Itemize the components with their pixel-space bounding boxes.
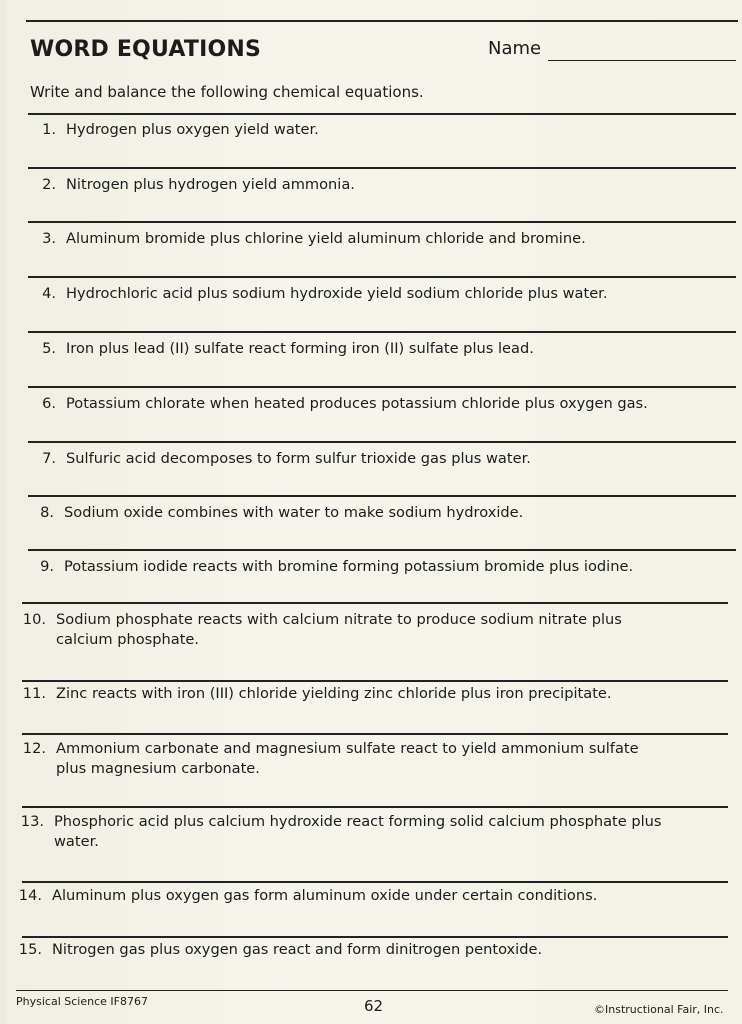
question-text: Aluminum bromide plus chlorine yield aluminum chloride and bromine. [66,230,586,247]
answer-line[interactable] [28,276,736,278]
footer-copyright: ©Instructional Fair, Inc. [594,1003,724,1016]
answer-line[interactable] [22,936,728,938]
answer-line[interactable] [28,549,736,551]
answer-line[interactable] [22,602,728,604]
question-number: 4. [42,285,56,302]
name-blank-line[interactable] [548,60,736,61]
question-text: plus magnesium carbonate. [56,760,260,777]
answer-line[interactable] [28,167,736,169]
answer-line[interactable] [28,386,736,388]
answer-line[interactable] [28,495,736,497]
question-number: 7. [42,450,56,467]
question-text: Phosphoric acid plus calcium hydroxide react forming solid calcium phosphate plus [54,813,662,830]
question-text: Potassium chlorate when heated produces potassium chloride plus oxygen gas. [66,395,648,412]
top-rule [26,20,738,22]
question-text: Aluminum plus oxygen gas form aluminum oxide under certain conditions. [52,887,598,904]
question-number: 15. [18,941,42,958]
question-number: 12. [22,740,46,757]
question-number: 5. [42,340,56,357]
answer-line[interactable] [28,113,736,115]
footer-page-number: 62 [364,997,384,1015]
answer-line[interactable] [28,331,736,333]
question-number: 9. [40,558,54,575]
question-text: calcium phosphate. [56,631,200,648]
footer-book-title: Physical Science IF8767 [16,995,148,1008]
question-text: Hydrogen plus oxygen yield water. [66,121,319,138]
question-number: 11. [22,685,46,702]
answer-line[interactable] [22,806,728,808]
worksheet-title: WORD EQUATIONS [30,37,262,62]
question-text: Nitrogen gas plus oxygen gas react and form dinitrogen pentoxide. [52,941,543,958]
answer-line[interactable] [28,221,736,223]
answer-line[interactable] [22,733,728,735]
instructions: Write and balance the following chemical equations. [30,83,424,101]
answer-line[interactable] [22,881,728,883]
question-text: Iron plus lead (II) sulfate react forming iron (II) sulfate plus lead. [66,340,534,357]
name-field[interactable] [488,38,738,64]
question-number: 13. [20,813,44,830]
question-text: Nitrogen plus hydrogen yield ammonia. [66,176,355,193]
question-number: 1. [42,121,56,138]
question-text: Hydrochloric acid plus sodium hydroxide yield sodium chloride plus water. [66,285,608,302]
question-number: 10. [22,611,46,628]
question-text: Potassium iodide reacts with bromine forming potassium bromide plus iodine. [64,558,634,575]
question-number: 8. [40,504,54,521]
question-number: 6. [42,395,56,412]
question-text: water. [54,833,99,850]
question-text: Zinc reacts with iron (III) chloride yielding zinc chloride plus iron precipitate. [56,685,612,702]
question-number: 14. [18,887,42,904]
footer-rule [16,990,728,991]
question-text: Sulfuric acid decomposes to form sulfur trioxide gas plus water. [66,450,531,467]
question-number: 3. [42,230,56,247]
name-label: Name [488,38,542,59]
question-text: Ammonium carbonate and magnesium sulfate react to yield ammonium sulfate [56,740,639,757]
answer-line[interactable] [28,441,736,443]
question-text: Sodium phosphate reacts with calcium nitrate to produce sodium nitrate plus [56,611,622,628]
question-number: 2. [42,176,56,193]
question-text: Sodium oxide combines with water to make sodium hydroxide. [64,504,524,521]
answer-line[interactable] [22,680,728,682]
